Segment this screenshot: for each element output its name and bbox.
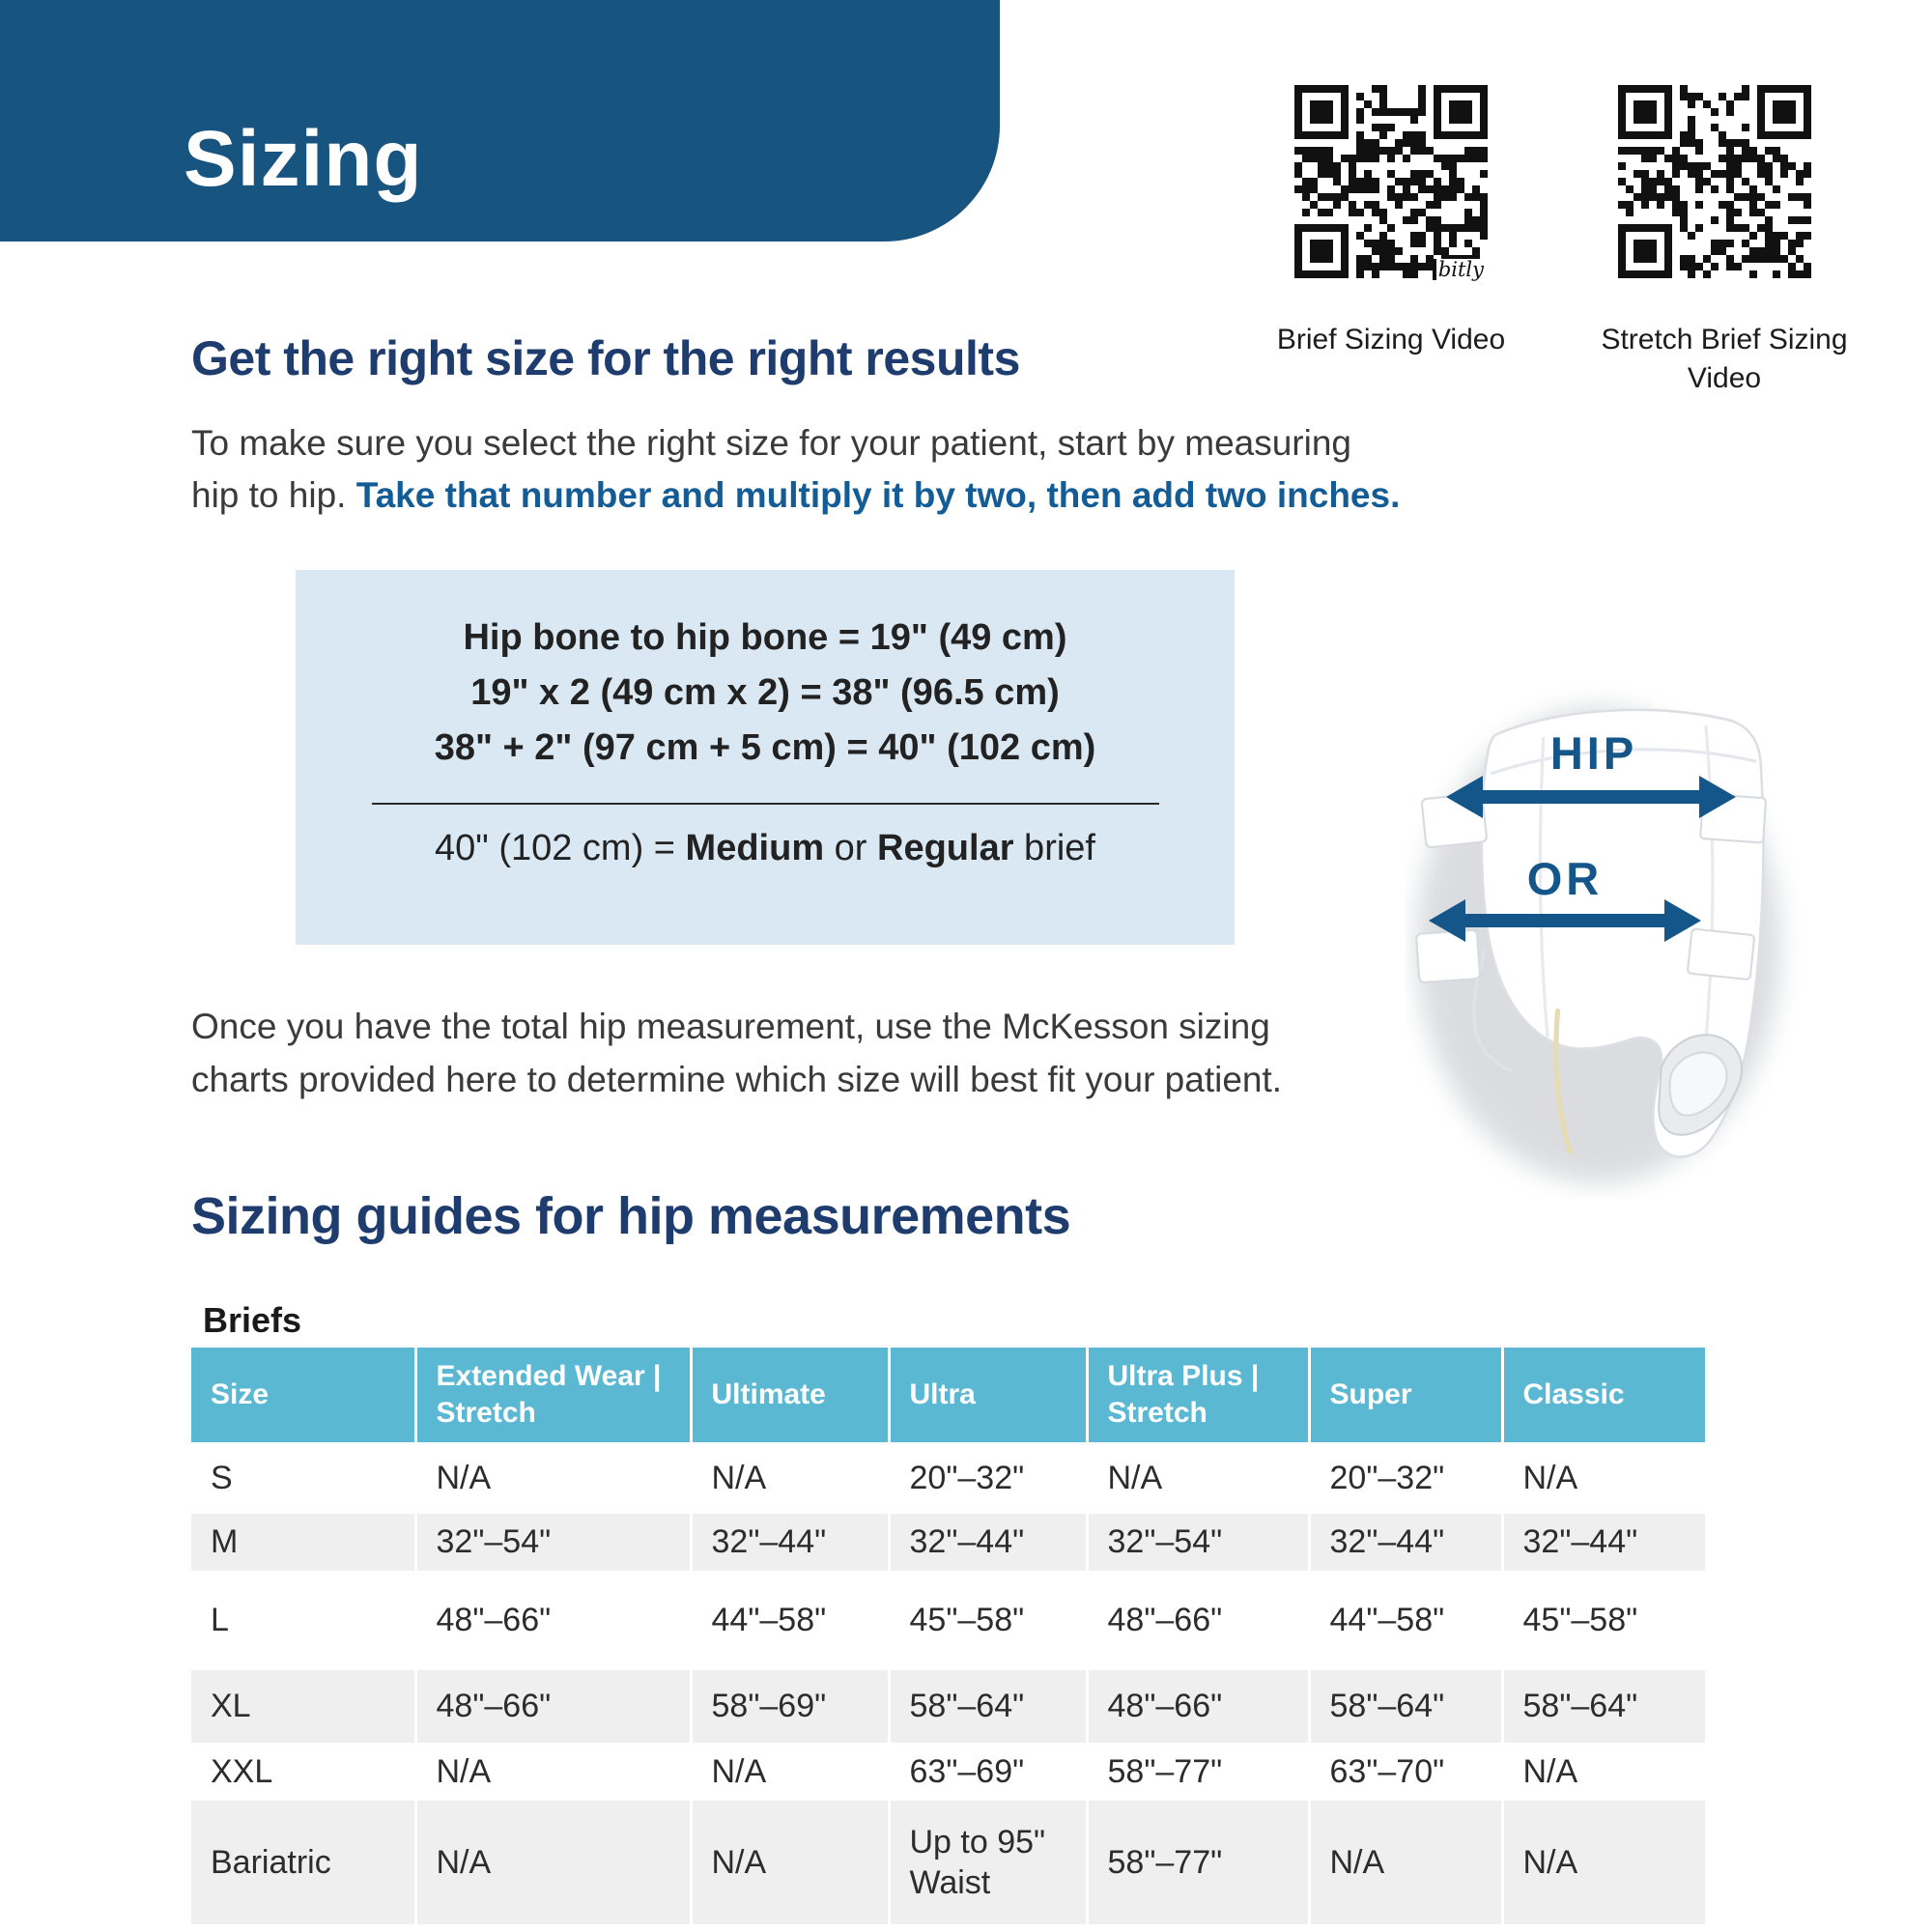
note-paragraph <box>191 1000 1282 1106</box>
table-cell: Up to 95" Waist <box>889 1799 1087 1924</box>
table-cell: 20"–32" <box>1309 1444 1502 1512</box>
column-header-ultimate: Ultimate <box>691 1348 889 1444</box>
table-cell: N/A <box>691 1444 889 1512</box>
table-title-briefs: Briefs <box>203 1300 302 1340</box>
table-row <box>191 1512 1705 1572</box>
table-cell: 48"–66" <box>1087 1668 1309 1744</box>
table-row <box>191 1799 1705 1924</box>
hip-label: HIP <box>1549 727 1638 779</box>
table-cell: N/A <box>415 1744 691 1799</box>
header-band <box>0 0 1000 242</box>
qr-caption-brief-sizing: Brief Sizing Video <box>1276 324 1506 355</box>
table-cell: N/A <box>1502 1744 1705 1799</box>
table-cell: 45"–58" <box>1502 1572 1705 1668</box>
calc-result-regular: Regular <box>877 828 1014 868</box>
table-cell: 58"–77" <box>1087 1799 1309 1924</box>
table-cell: N/A <box>691 1799 889 1924</box>
table-cell: N/A <box>1502 1799 1705 1924</box>
table-cell: 58"–64" <box>1309 1668 1502 1744</box>
table-cell-size: Bariatric <box>191 1799 415 1924</box>
note-line2: charts provided here to determine which size will best fit your patient. <box>191 1060 1283 1099</box>
calc-result-prefix: 40" (102 cm) = <box>435 828 686 868</box>
table-cell: 58"–64" <box>889 1668 1087 1744</box>
calc-result-or: or <box>824 828 878 868</box>
table-cell: 32"–44" <box>889 1512 1087 1572</box>
table-cell: 48"–66" <box>1087 1572 1309 1668</box>
intro-line2-plain: hip to hip. <box>191 475 356 515</box>
table-cell: 58"–64" <box>1502 1668 1705 1744</box>
table-cell: N/A <box>691 1744 889 1799</box>
table-cell: 58"–77" <box>1087 1744 1309 1799</box>
table-cell: 48"–66" <box>415 1668 691 1744</box>
table-cell: 20"–32" <box>889 1444 1087 1512</box>
table-cell: N/A <box>415 1799 691 1924</box>
calc-result-line <box>296 828 1235 869</box>
calc-line-1: Hip bone to hip bone = 19" (49 cm) <box>463 617 1067 658</box>
measurement-example-box <box>296 570 1235 945</box>
calc-line-3: 38" + 2" (97 cm + 5 cm) = 40" (102 cm) <box>434 727 1096 768</box>
table-row <box>191 1668 1705 1744</box>
table-cell: 44"–58" <box>691 1572 889 1668</box>
table-row <box>191 1744 1705 1799</box>
table-cell-size: XL <box>191 1668 415 1744</box>
table-cell: 63"–69" <box>889 1744 1087 1799</box>
table-cell: 63"–70" <box>1309 1744 1502 1799</box>
table-row <box>191 1572 1705 1668</box>
table-cell: 58"–69" <box>691 1668 889 1744</box>
note-line1: Once you have the total hip measurement, use the McKesson sizing <box>191 1007 1270 1046</box>
qr-code-stretch-brief-sizing <box>1618 85 1811 278</box>
section-heading-right-size: Get the right size for the right results <box>191 331 1020 385</box>
table-row <box>191 1444 1705 1512</box>
calc-divider <box>372 803 1159 805</box>
briefs-sizing-table <box>191 1348 1705 1924</box>
table-cell: 32"–54" <box>1087 1512 1309 1572</box>
brief-illustration <box>1406 676 1811 1199</box>
or-measure-arrow <box>1463 914 1666 927</box>
table-cell: N/A <box>1309 1799 1502 1924</box>
table-cell: 32"–44" <box>1309 1512 1502 1572</box>
table-cell: 32"–54" <box>415 1512 691 1572</box>
column-header-extended-wear: Extended Wear | Stretch <box>415 1348 691 1444</box>
briefs-table-body <box>191 1444 1705 1924</box>
table-cell: 32"–44" <box>691 1512 889 1572</box>
table-cell-size: S <box>191 1444 415 1512</box>
table-cell-size: M <box>191 1512 415 1572</box>
column-header-classic: Classic <box>1502 1348 1705 1444</box>
column-header-super: Super <box>1309 1348 1502 1444</box>
column-header-ultra: Ultra <box>889 1348 1087 1444</box>
section-heading-sizing-guides: Sizing guides for hip measurements <box>191 1187 1071 1245</box>
table-cell: N/A <box>1087 1444 1309 1512</box>
qr-code-brief-sizing <box>1294 85 1488 281</box>
column-header-ultra-plus: Ultra Plus | Stretch <box>1087 1348 1309 1444</box>
intro-line1: To make sure you select the right size for your patient, start by measuring <box>191 423 1352 463</box>
bitly-logo: bitly <box>1433 259 1486 280</box>
table-cell: N/A <box>1502 1444 1705 1512</box>
hip-measure-arrow <box>1481 790 1701 804</box>
page-title: Sizing <box>184 115 423 203</box>
table-cell-size: L <box>191 1572 415 1668</box>
table-cell-size: XXL <box>191 1744 415 1799</box>
table-header <box>191 1348 1705 1444</box>
intro-line2-bold: Take that number and multiply it by two, then add two inches. <box>355 475 1401 515</box>
or-label: OR <box>1526 853 1604 904</box>
table-cell: 48"–66" <box>415 1572 691 1668</box>
column-header-size: Size <box>191 1348 415 1444</box>
table-cell: N/A <box>415 1444 691 1512</box>
calc-result-suffix: brief <box>1013 828 1095 868</box>
calc-result-medium: Medium <box>685 828 825 868</box>
table-cell: 45"–58" <box>889 1572 1087 1668</box>
qr-caption-stretch-brief-sizing: Stretch Brief Sizing Video <box>1601 324 1848 394</box>
intro-paragraph <box>191 417 1428 522</box>
table-cell: 44"–58" <box>1309 1572 1502 1668</box>
calc-line-2: 19" x 2 (49 cm x 2) = 38" (96.5 cm) <box>470 672 1060 713</box>
table-cell: 32"–44" <box>1502 1512 1705 1572</box>
